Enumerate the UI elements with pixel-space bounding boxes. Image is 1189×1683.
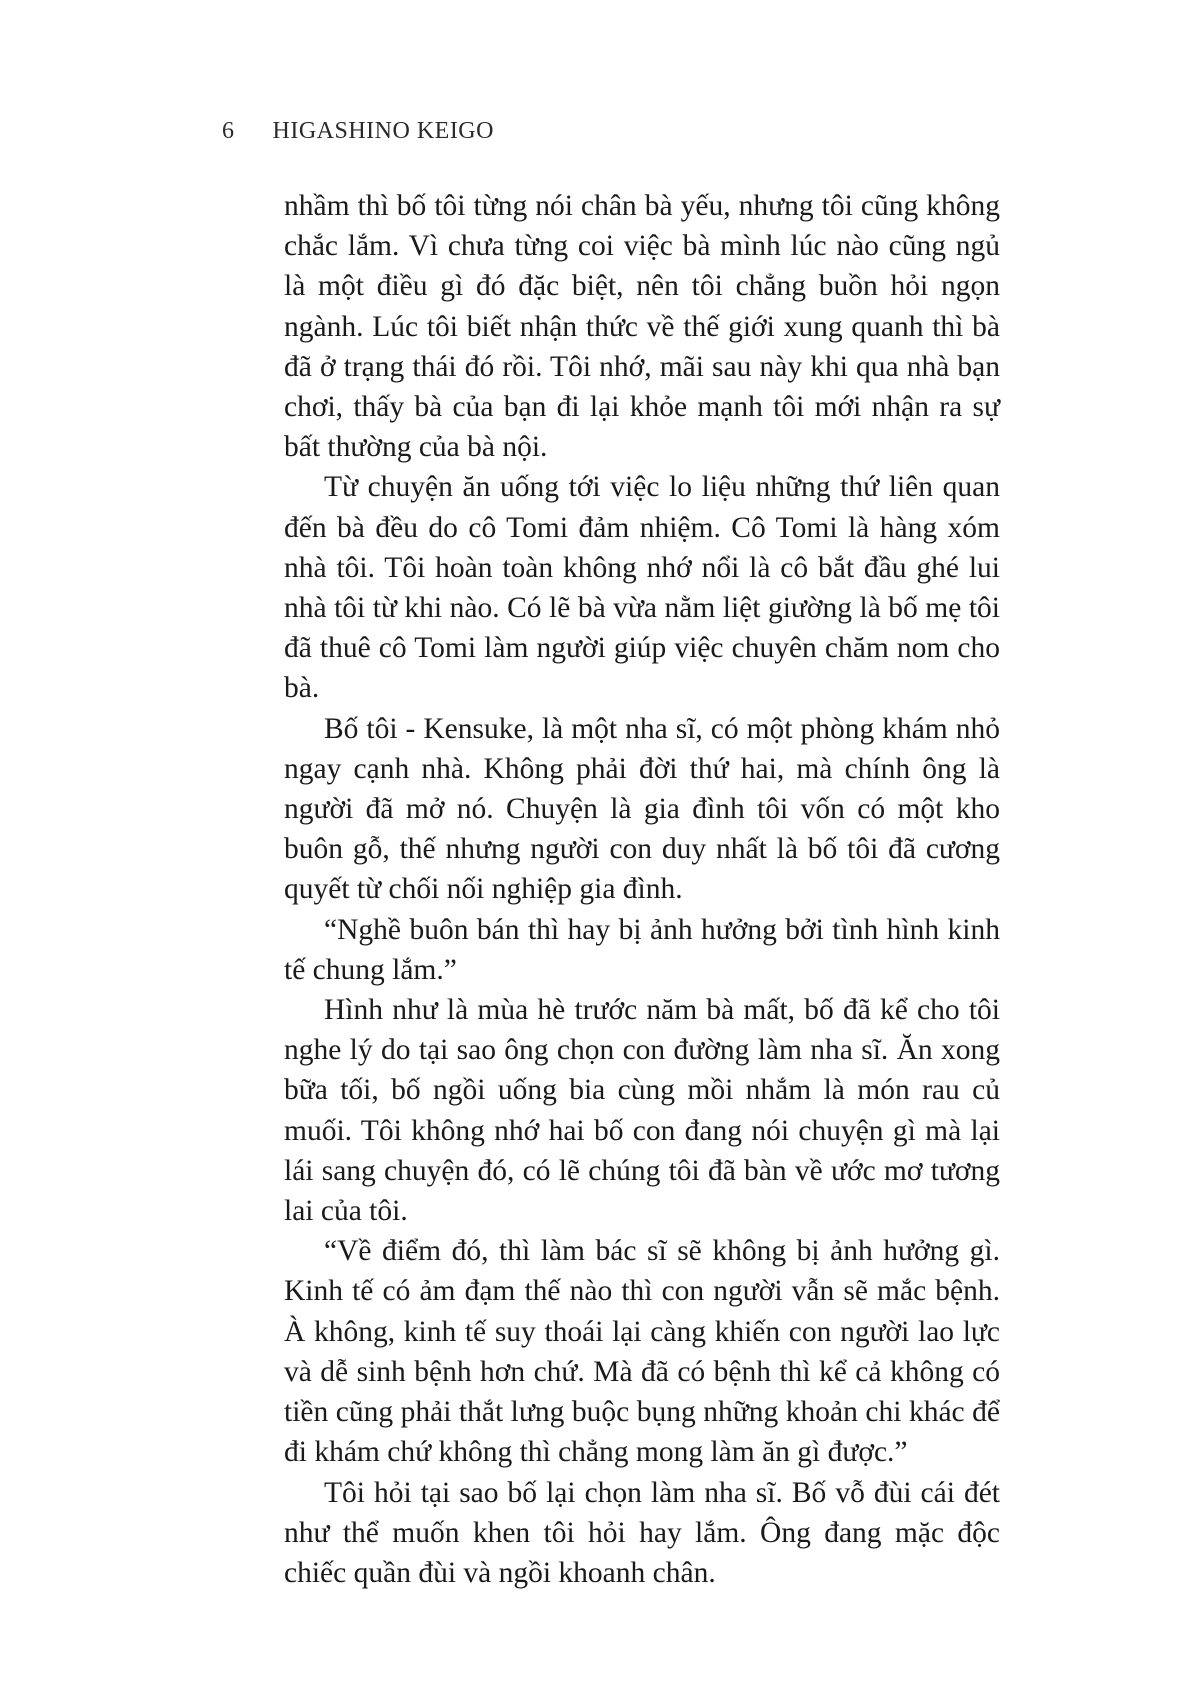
paragraph: “Về điểm đó, thì làm bác sĩ sẽ không bị ảnh hưởng gì. Kinh tế có ảm đạm thế nào thì con người vẫn sẽ mắc bệnh. À không, kinh tế suy thoái lại càng khiến con người lao lực và dễ sinh bệnh hơn chứ. Mà đã có bệnh thì kể cả không có tiền cũng phải thắt lưng buộc bụng những khoản chi khác để đi khám chứ không thì chẳng mong làm ăn gì được.”	[284, 1235, 1000, 1469]
running-header	[222, 118, 494, 145]
paragraph: nhầm thì bố tôi từng nói chân bà yếu, nhưng tôi cũng không chắc lắm. Vì chưa từng coi việc bà mình lúc nào cũng ngủ là một điều gì đó đặc biệt, nên tôi chẳng buồn hỏi ngọn ngành. Lúc tôi biết nhận thức về thế giới xung quanh thì bà đã ở trạng thái đó rồi. Tôi nhớ, mãi sau này khi qua nhà bạn chơi, thấy bà của bạn đi lại khỏe mạnh tôi mới nhận ra sự bất thường của bà nội.	[284, 190, 1000, 464]
body-text	[284, 186, 1000, 1593]
paragraph: Hình như là mùa hè trước năm bà mất, bố đã kể cho tôi nghe lý do tại sao ông chọn con đường làm nha sĩ. Ăn xong bữa tối, bố ngồi uống bia cùng mồi nhắm là món rau củ muối. Tôi không nhớ hai bố con đang nói chuyện gì mà lại lái sang chuyện đó, có lẽ chúng tôi đã bàn về ước mơ tương lai của tôi.	[284, 994, 1000, 1228]
page-number: 6	[222, 118, 235, 144]
paragraph: “Nghề buôn bán thì hay bị ảnh hưởng bởi tình hình kinh tế chung lắm.”	[284, 913, 1000, 986]
running-header-author: HIGASHINO KEIGO	[272, 118, 494, 144]
paragraph: Tôi hỏi tại sao bố lại chọn làm nha sĩ. Bố vỗ đùi cái đét như thể muốn khen tôi hỏi hay lắm. Ông đang mặc độc chiếc quần đùi và ngồi khoanh chân.	[284, 1476, 1000, 1589]
paragraph: Bố tôi - Kensuke, là một nha sĩ, có một phòng khám nhỏ ngay cạnh nhà. Không phải đời thứ hai, mà chính ông là người đã mở nó. Chuyện là gia đình tôi vốn có một kho buôn gỗ, thế nhưng người con duy nhất là bố tôi đã cương quyết từ chối nối nghiệp gia đình.	[284, 712, 1000, 906]
paragraph: Từ chuyện ăn uống tới việc lo liệu những thứ liên quan đến bà đều do cô Tomi đảm nhiệm. Cô Tomi là hàng xóm nhà tôi. Tôi hoàn toàn không nhớ nổi là cô bắt đầu ghé lui nhà tôi từ khi nào. Có lẽ bà vừa nằm liệt giường là bố mẹ tôi đã thuê cô Tomi làm người giúp việc chuyên chăm nom cho bà.	[284, 471, 1000, 705]
